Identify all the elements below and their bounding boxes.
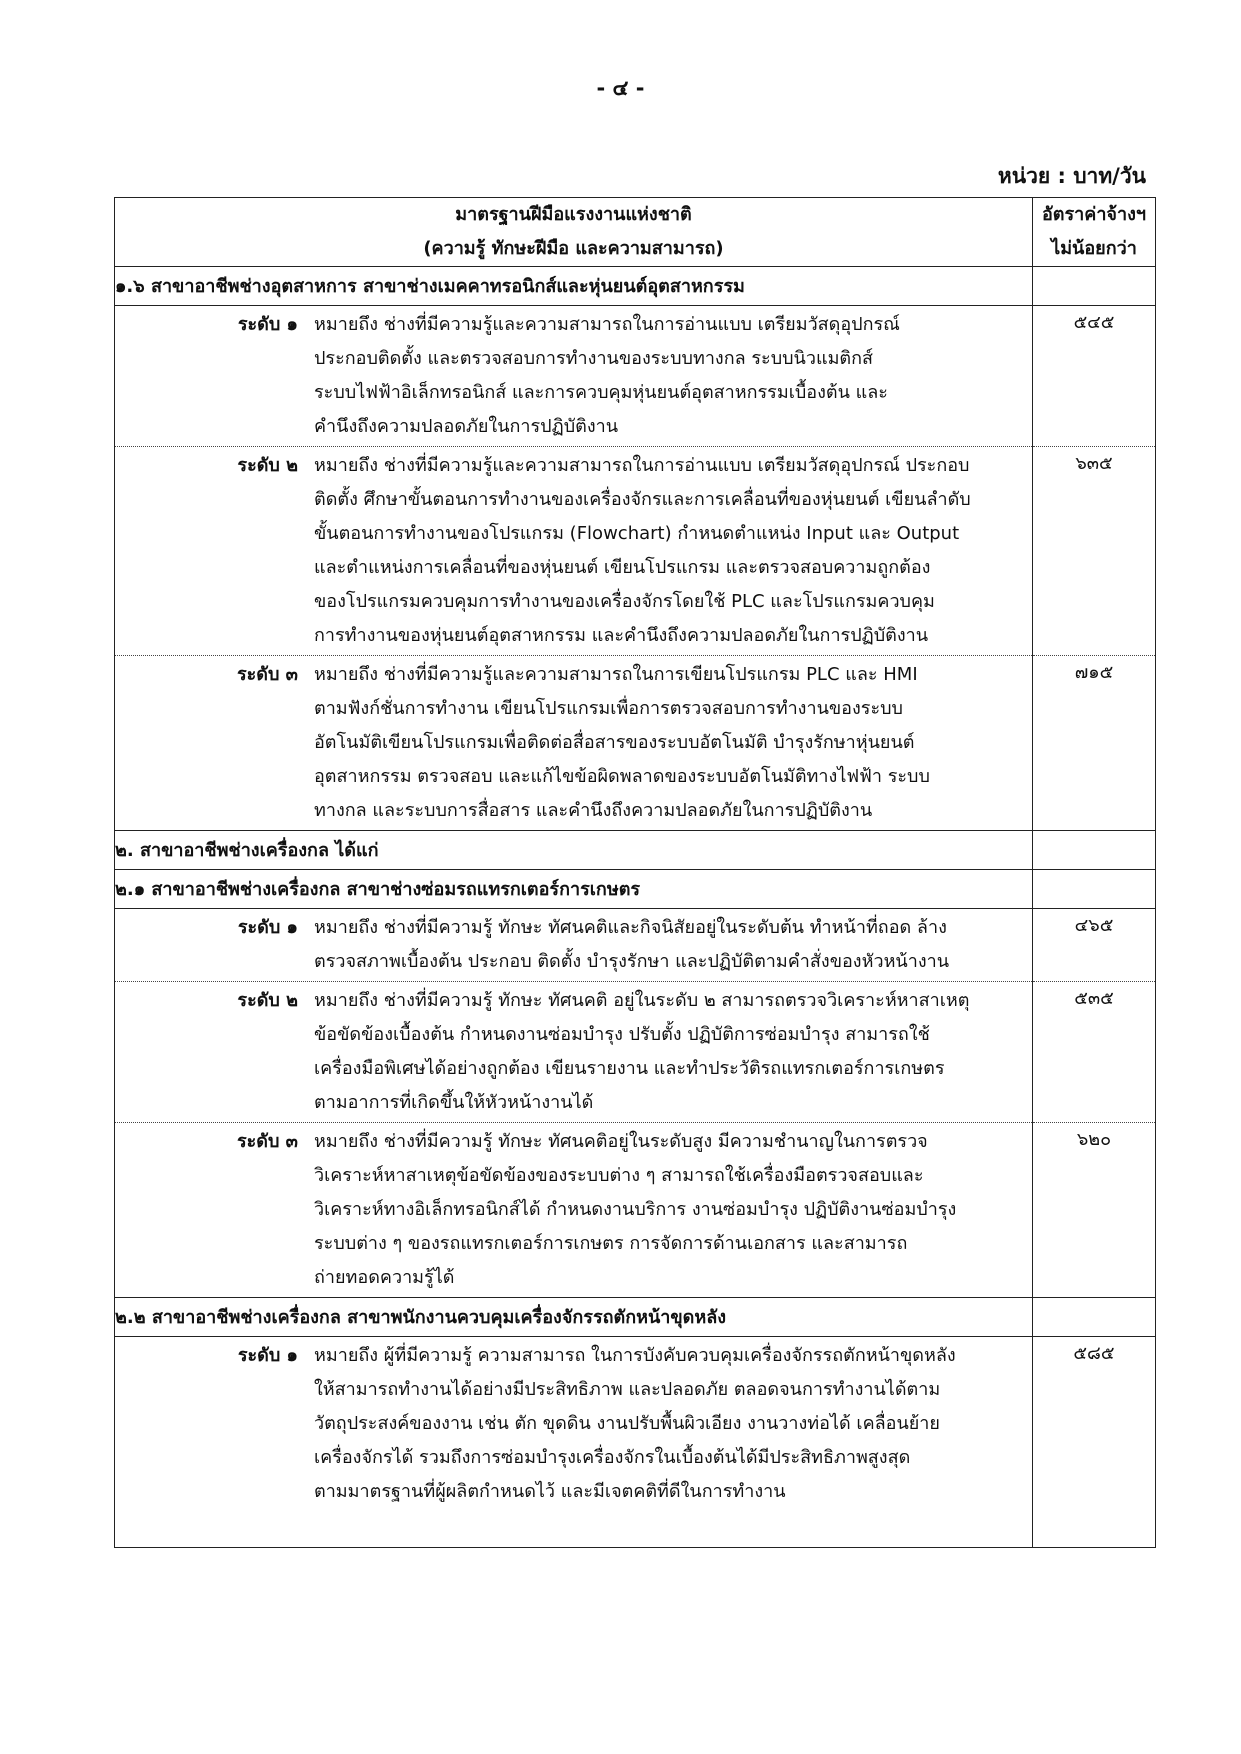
level-description xyxy=(314,984,1032,1120)
description-line: หมายถึง ช่างที่มีความรู้ ทักษะ ทัศนคติอยู่ในระดับสูง มีความชำนาญในการตรวจ xyxy=(314,1131,928,1152)
rate-value: ๗๑๕ xyxy=(1033,656,1156,831)
rate-value: ๖๒๐ xyxy=(1033,1123,1156,1298)
level-label: ระดับ ๒ xyxy=(237,990,298,1011)
level-description xyxy=(314,449,1032,653)
description-line: หมายถึง ช่างที่มีความรู้ ทักษะ ทัศนคติและกิจนิสัยอยู่ในระดับต้น ทำหน้าที่ถอด ล้าง xyxy=(314,917,947,938)
level-row xyxy=(115,306,1156,447)
level-row xyxy=(115,656,1156,831)
level-label: ระดับ ๑ xyxy=(237,314,298,335)
level-label: ระดับ ๓ xyxy=(236,664,298,685)
section-row xyxy=(115,1298,1156,1337)
level-description xyxy=(314,1339,1032,1545)
description-line: หมายถึง ช่างที่มีความรู้และความสามารถในการอ่านแบบ เตรียมวัสดุอุปกรณ์ ประกอบ xyxy=(314,455,970,476)
description-line: อุตสาหกรรม ตรวจสอบ และแก้ไขข้อผิดพลาดของระบบอัตโนมัติทางไฟฟ้า ระบบ xyxy=(314,766,930,787)
main-section-row xyxy=(115,831,1156,870)
description-line: หมายถึง ช่างที่มีความรู้และความสามารถในการอ่านแบบ เตรียมวัสดุอุปกรณ์ xyxy=(314,314,900,335)
description-line: ข้อขัดข้องเบื้องต้น กำหนดงานซ่อมบำรุง ปรับตั้ง ปฏิบัติการซ่อมบำรุง สามารถใช้ xyxy=(314,1024,930,1045)
rate-header-line1: อัตราค่าจ้างฯ xyxy=(1042,204,1146,225)
level-description xyxy=(314,658,1032,828)
description-line: ทางกล และระบบการสื่อสาร และคำนึงถึงความปลอดภัยในการปฏิบัติงาน xyxy=(314,800,873,821)
page-number: - ๔ - xyxy=(596,76,645,100)
standard-header-line2: (ความรู้ ทักษะฝีมือ และความสามารถ) xyxy=(423,238,724,259)
description-line: หมายถึง ช่างที่มีความรู้ ทักษะ ทัศนคติ อยู่ในระดับ ๒ สามารถตรวจวิเคราะห์หาสาเหตุ xyxy=(314,990,970,1011)
description-line: ประกอบติดตั้ง และตรวจสอบการทำงานของระบบทางกล ระบบนิวแมติกส์ xyxy=(314,348,874,369)
wage-rate-table xyxy=(114,197,1156,1548)
level-row xyxy=(115,1337,1156,1548)
description-line: ระบบไฟฟ้าอิเล็กทรอนิกส์ และการควบคุมหุ่นยนต์อุตสาหกรรมเบื้องต้น และ xyxy=(314,382,888,403)
section-row xyxy=(115,267,1156,306)
description-line: หมายถึง ผู้ที่มีความรู้ ความสามารถ ในการบังคับควบคุมเครื่องจักรรถตักหน้าขุดหลัง xyxy=(314,1345,956,1366)
section-title: ๑.๖ สาขาอาชีพช่างอุตสาหการ สาขาช่างเมคคาทรอนิกส์และหุ่นยนต์อุตสาหกรรม xyxy=(115,276,745,297)
rate-header-line2: ไม่น้อยกว่า xyxy=(1051,238,1137,259)
rate-column-header xyxy=(1033,198,1156,267)
table-body xyxy=(115,267,1156,1548)
level-description xyxy=(314,911,1032,979)
description-line: วัตถุประสงค์ของงาน เช่น ตัก ขุดดิน งานปรับพื้นผิวเอียง งานวางท่อได้ เคลื่อนย้าย xyxy=(314,1413,940,1434)
description-line: วิเคราะห์ทางอิเล็กทรอนิกส์ได้ กำหนดงานบริการ งานซ่อมบำรุง ปฏิบัติงานซ่อมบำรุง xyxy=(314,1199,957,1220)
description-line: การทำงานของหุ่นยนต์อุตสาหกรรม และคำนึงถึงความปลอดภัยในการปฏิบัติงาน xyxy=(314,625,929,646)
rate-value: ๕๔๕ xyxy=(1033,306,1156,447)
level-description xyxy=(314,308,1032,444)
description-line: หมายถึง ช่างที่มีความรู้และความสามารถในการเขียนโปรแกรม PLC และ HMI xyxy=(314,664,918,685)
level-row xyxy=(115,1123,1156,1298)
description-line: วิเคราะห์หาสาเหตุข้อขัดข้องของระบบต่าง ๆ สามารถใช้เครื่องมือตรวจสอบและ xyxy=(314,1165,924,1186)
description-line: ตามฟังก์ชั่นการทำงาน เขียนโปรแกรมเพื่อการตรวจสอบการทำงานของระบบ xyxy=(314,698,903,719)
description-line: ตรวจสภาพเบื้องต้น ประกอบ ติดตั้ง บำรุงรักษา และปฏิบัติตามคำสั่งของหัวหน้างาน xyxy=(314,951,950,972)
rate-value: ๕๓๕ xyxy=(1033,982,1156,1123)
description-line: คำนึงถึงความปลอดภัยในการปฏิบัติงาน xyxy=(314,416,619,437)
main-section-title: ๒. สาขาอาชีพช่างเครื่องกล ได้แก่ xyxy=(115,840,379,861)
section-title: ๒.๒ สาขาอาชีพช่างเครื่องกล สาขาพนักงานควบคุมเครื่องจักรรถตักหน้าขุดหลัง xyxy=(115,1307,727,1328)
level-row xyxy=(115,447,1156,656)
description-line: ให้สามารถทำงานได้อย่างมีประสิทธิภาพ และปลอดภัย ตลอดจนการทำงานได้ตาม xyxy=(314,1379,941,1400)
rate-value: ๕๘๕ xyxy=(1033,1337,1156,1548)
section-row xyxy=(115,870,1156,909)
description-line: ตามมาตรฐานที่ผู้ผลิตกำหนดไว้ และมีเจตคติที่ดีในการทำงาน xyxy=(314,1481,786,1502)
description-line: ตามอาการที่เกิดขึ้นให้หัวหน้างานได้ xyxy=(314,1092,594,1113)
unit-label: หน่วย : บาท/วัน xyxy=(997,164,1146,188)
description-line: ระบบต่าง ๆ ของรถแทรกเตอร์การเกษตร การจัดการด้านเอกสาร และสามารถ xyxy=(314,1233,908,1254)
standard-header-line1: มาตรฐานฝีมือแรงงานแห่งชาติ xyxy=(455,204,692,225)
section-title: ๒.๑ สาขาอาชีพช่างเครื่องกล สาขาช่างซ่อมรถแทรกเตอร์การเกษตร xyxy=(115,879,641,900)
level-row xyxy=(115,982,1156,1123)
level-label: ระดับ ๒ xyxy=(237,455,298,476)
description-line: เครื่องจักรได้ รวมถึงการซ่อมบำรุงเครื่องจักรในเบื้องต้นได้มีประสิทธิภาพสูงสุด xyxy=(314,1447,911,1468)
description-line: ขั้นตอนการทำงานของโปรแกรม (Flowchart) กำหนดตำแหน่ง Input และ Output xyxy=(314,523,960,544)
rate-value: ๔๖๕ xyxy=(1033,909,1156,982)
level-label: ระดับ ๑ xyxy=(237,917,298,938)
description-line: ถ่ายทอดความรู้ได้ xyxy=(314,1267,455,1288)
rate-value: ๖๓๕ xyxy=(1033,447,1156,656)
standard-column-header xyxy=(115,198,1033,267)
description-line: อัตโนมัติเขียนโปรแกรมเพื่อติดต่อสื่อสารของระบบอัตโนมัติ บำรุงรักษาหุ่นยนต์ xyxy=(314,732,915,753)
level-row xyxy=(115,909,1156,982)
description-line: ของโปรแกรมควบคุมการทำงานของเครื่องจักรโดยใช้ PLC และโปรแกรมควบคุม xyxy=(314,591,935,612)
level-label: ระดับ ๑ xyxy=(237,1345,298,1366)
description-line: และตำแหน่งการเคลื่อนที่ของหุ่นยนต์ เขียนโปรแกรม และตรวจสอบความถูกต้อง xyxy=(314,557,931,578)
level-label: ระดับ ๓ xyxy=(236,1131,298,1152)
table-header-row xyxy=(115,198,1156,267)
level-description xyxy=(314,1125,1032,1295)
description-line: ติดตั้ง ศึกษาขั้นตอนการทำงานของเครื่องจักรและการเคลื่อนที่ของหุ่นยนต์ เขียนลำดับ xyxy=(314,489,971,510)
description-line: เครื่องมือพิเศษได้อย่างถูกต้อง เขียนรายงาน และทำประวัติรถแทรกเตอร์การเกษตร xyxy=(314,1058,945,1079)
